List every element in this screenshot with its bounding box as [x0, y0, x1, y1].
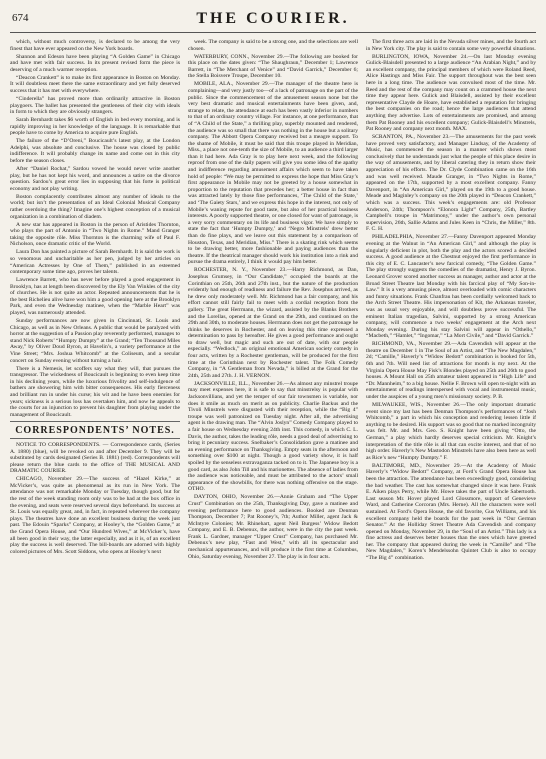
paragraph: Shannon and Edeson have been playing “A Golden Game” in Chicago and have met with fair success. In its present revised form the piece is deserving of a much warmer reception.	[10, 53, 180, 73]
columns	[10, 39, 536, 563]
paragraph: MILWAUKEE, WIS., November 26.—The only important dramatic event since my last has been Denman Thompson’s performances of “Josh Whitcomb,” a part in which his conception and rendering lessen little if anything to be desired. His support was so good that no marked incongruity was felt. Mr. and Mrs. Geo. S. Knight have been giving “Otto, the German,” a play which hardly deserves special criticism. Mr. Knight’s interpretation of the title rôle is all that can excite interest, and that of no high order. Haverly’s New Mastodon Minstrels have also been here as well as Rice’s new “Humpty Dumpty.” F.	[366, 402, 536, 461]
paragraph: The first three acts are laid in the Nevada silver mines, and the fourth act in New York city. The play is said to contain some very powerful situations.	[366, 39, 536, 52]
section-title: CORRESPONDENTS’ NOTES.	[15, 425, 175, 437]
paragraph: CHICAGO, November 29.—The success of “Hazel Kirke,” at McVicker’s, was quite as phenomenal as its run in New York. The attendance was not remarkable Monday or Tuesday, though good, but for the rest of the week standing room only was to be had at the box office in the evening, and seats were reserved several days beforehand. Its success at St. Louis was equally great, and, in fact, in repeated wherever the company plays. The theatres have done an excellent business during the week just past. The Edouin “Sparks” Company, at Hooley’s, the “Golden Game,” at the Grand Opera House, and “Our Hundred Wives,” at McVicker’s, have all been good in their way, the latter especially, and as it is, of an excellent play the success is well deserved. The bill-boards are adorned with highly colored pictures of Mrs. Scott Siddons, who opens at Hooley’s next	[10, 476, 180, 555]
paragraph: Sarah Bernhardt takes $6 worth of English in bed every morning, and is rapidly improving in her knowledge of the language. It is remarkable that people have to come by America to acquire pure English.	[10, 117, 180, 137]
paragraph: PHILADELPHIA, November 27.—Fanny Davenport appeared Monday evening at the Walnut in “An American Girl,” and although the play is singularly deficient in plot, both the play and the actors scored a decided success. A good audience at the Chestnut enjoyed the first performance in this city of E. C. Lancaster’s new farcical comedy, “The Golden Game.” The play strongly suggests the comedies of the dramatist, Henry J. Byron. Leonard Grover scored another success as manager, author and actor at the Broad Street Theatre last Monday with his farcical play of “My Son-in-Law.” It is a very amusing piece, almost overloaded with comic characters and funny situations. Frank Chanfrau has been cordially welcomed back to the Arch Street Theatre. His impersonation of Kit, the Arkansas traveler, was as usual very enjoyable, and will doubtless prove successful. The eminent Italian tragedian, Salvini, supported by a strong American company, will commence a two weeks’ engagement at the Arch next Monday evening. During his stay Salvini will appear in “Othello,” “Macbeth,” “Hamlet,” “Ingomar,” “La Mort Civile,” and “David Garrick.”	[366, 234, 536, 340]
paragraph: Boston complacently contributes almost any number of ideals to the world; but isn’t the presentation of an Ideal Colonial Musical Company rather overdoing the thing? Imagine one’s highest conception of a musical organization in a combination of diadem.	[10, 193, 180, 220]
paragraph: “Cinderella” has proved more than ordinarily attractive in Boston playgoers. The ballet has presented the gentleness of their city with ideals in form to which they are obviously strangers.	[10, 95, 180, 116]
paragraph: A new star has appeared in Boston in the person of Aristides Thornton, who plays the part of Antonio in “Two Nights in Rome.” Mand Granger taking the opposite rôle. Miss Thornton is the charming wife of Paul F. Nicholson, once dramatic critic of the World.	[10, 221, 180, 248]
paragraph: DAYTON, OHIO, November 26.—Annie Graham and “The Upper Crust” Combination on the 25th, Thanksgiving Day, gave a matinee and evening performance here to good audiences. Booked are Denman Thompson, December 7; Pat Rooney’s, 7th; Author Miller, agent Jack & McIntyre Colonies; Mr. Rhinehart, agent Neil Burgess’ Widow Bedott Company, and E. B. Debenux, the author, were in the city the past week. Frank L. Gardner, manager “Upper Crust” Company, has purchased Mr. Debenux’s new play, “Fast and West,” with all its spectacular and mechanical appurtenances, and will produce it the first time at Columbus, Ohio, Saturday evening, November 27. The play is in four acts.	[188, 494, 358, 560]
paragraph: There is a Nemesis, let scoffers say what they will, that pursues the transgressor. The wickedness of Boucicault is beginning to even keep time in his declining years, while the luxurious frivolity and self-indulgence of bathers are showering him with bitter consequences. His early fierceness and brilliant run in under his curse; his wit and he have been enemies for years; sickness is a serious loss has overtaken him, and now he appeals to the courts for an injunction to prevent his daughter from playing under the management of Boucicault.	[10, 365, 180, 418]
paragraph: ROCHESTER, N. Y., November 23.—Harry Richmond, as Dan, Josephus Grumsey, in “Our Candidate,” occupied the boards at the Corinthian on 25th, 26th and 27th inst., but the nature of the production evidently had enough of readiness and failure the Rev. Josephus arrived, as he drew only moderately well. Mr. Richmond has a fair company, and his effort cannot still fairly fail to meet with a cordial reception from the gallery. The great Herrmann, the wizard, assisted by the Blanks Brothers and the Lorellas, opened at the Grand on the 29th, and continued on the 29th and 30th, to moderate houses. Herrmann does not get the patronage he thinks he deserves in Rochester, and on leaving this time expressed a determination to pass by hereafter. He gives a good performance and ought to draw well, but magic and such are out of date, with our people especially. “Wedlock,” an original emotional American society comedy in four acts, written by a Rochester gentleman, will be produced for the first time at the Corinthian next by Rochester talent. The Folk Comedy Company, in “A Gentleman from Nevada,” is billed at the Grand for the 24th, 25th and 27th. J. H. VERNON.	[188, 267, 358, 379]
paragraph: The failure of the “D’Oreni,” Boucicault’s latest play, at the London Adelphi, was absolute and conclusive. The house was closed by public indifference. It will probably change its name and come out in this city before the season closes.	[10, 138, 180, 165]
paragraph: which, without much controversy, is declared to be among the very finest that have ever appeared on the New York boards.	[10, 39, 180, 52]
divider	[10, 438, 180, 439]
paragraph: JACKSONVILLE, ILL., November 26.—As almost any minstrel troupe may meet expenses here, it is safe to say that minstrelsy is popular with Jacksonvillians, and yet the temper of our fair townsmen is variable, nor does it smile as much on merit as on publicity. Charlie Backus and the Tivoli Minstrels were disgusted with their reception, while the “Big 4” troupe was well patronized on Tuesday night. After all, the advertising agent is the drawing man. The “Alvin Joslyn” Comedy Company played to a fair house on Wednesday evening 24th inst. This comedy, in which C. L. Davis, the author, takes the leading rôle, needs a good deal of advertising to bring it pecuniary success. Snelbaker’s Consolidation gave a matinee and an evening performance on Thanksgiving. Empty seats in the afternoon and something over $100 at night. Though a good variety show, it is half spoiled by the senseless extravaganza tacked on to it. The Japanese boy is a good card, as also John Till and his marionettes. The absence of ladies from the audience was noticeable, and must be attributed to the actors’ small appearance of the showbills, for there was nothing offensive on the stage. OTHO.	[188, 380, 358, 493]
column-2	[188, 39, 358, 563]
paragraph: Laura Don has painted a picture of Sarah Bernhardt. It is said the work is so venomous and uncharitable as her pen, judged by her articles on “American Actresses by One of Them,” published in an esteemed contemporary some time ago, proves her talents.	[10, 249, 180, 276]
paragraph: After “Daniel Rochat,” Sardou vowed he would never write another play, but he has not kept his word, and announces a satire on the divorce question. Sardou’s great error lies in supposing that his forte is political economy and not play writing.	[10, 166, 180, 192]
masthead: THE COURIER.	[196, 10, 350, 27]
paragraph: MOBILE, ALA., November 29.—The manager of the theatre here is complaining—and very justly too—of a lack of patronage on the part of the public. Since the commencement of the amusement season none but the very best dramatic and musical entertainments have been given, and, strange to relate, the attendance at each has been vastly inferior in numbers to that of an ordinary country village. For instance, at one performance, that of “A Child of the State,” a thrilling play, superbly mounted and rendered, the audience was so small that there was nothing in the house but a solitary company. The Abbott Opera Company received but a meagre support. To the shame of Mobile, it must be said that this troupe played in Meridian, Miss., a place not one-tenth the size of Mobile, to an audience a third larger than it had here. Ada Gray is to play here next week, and the following reproof from one of the daily papers will give you some idea of the apathy and indifference regarding amusement affairs which seem to have taken hold of people: “We may be permitted to express the hope that Miss Gray’s first appearance in Mobile may not be greeted by a house somewhat in proportion to the reputation that precedes her; a better house in fact than was attracted lately by those fine performances, ‘The Child of the State,’ and ‘The Gaiety Stars,’ and we express this hope in the interest, not only of Mobile’s waning repute for good taste, but also of her practical business interests. A poorly supported theatre, or one closed for want of patronage, is a very sorry commentary on its life and business vigor. We have simply to state the fact that ‘Humpty Dumpty,’ and ‘Negro Minstrels’ drew better than do fine plays, and we leave out this statement by a comparison of Houston, Texas, and Meridian, Miss.” There is a skating rink which seems to be drawing better, more fashionable and paying audiences than the theatre. If the theatrical manager should work his institution into a rink and pursue the drama entirely, I think it would pay him better.	[188, 81, 358, 266]
paragraph: BURLINGTON, IOWA, November 24.—On last Monday evening Gulick-Blaisdell presented to a large audience “An Arabian Night,” and by an excellent company, the principal members of which were Roland Reed, Alice Hastings and Miss Fair. The support throughout was the best seen here in a long time. The audience was convulsed most of the time. Mr. Reed and the rest of the company may count on a crammed house the next time they appear here. Gulick and Blaisdell, assisted by their excellent representative Clayde de Hoare, have established a reputation for bringing the best companies on the road; hence the large audiences that attend anything they advertise. Lots of entertainments are promised, and among them Pat Rooney and his excellent company; Gulick-Blaisdell’s Minstrels, Pat Rooney and company next month. MAX.	[366, 53, 536, 133]
paragraph: RICHMOND, VA., November 29.—Ada Cavendish will appear at the theatre on December 1 in The Soul of an Artist, and “The New Magdalen,” 2d; “Camille,” Haverly’s “Widow Bedott” combination is booked for 5th, 6th and 7th. Will need list of attractions for month is my next. At the Virginia Opera House May Fisk’s Blondes played on 25th and 26th to good houses. A Mount Hall on 25th amateur talent appeared in “High Life” and “Dr. Mannheim,” to a big house. Nellie F. Brown will open to-night with an entertainment of readings interspersed with vocal and instrumental music, under the auspices of a young men’s missionary society. P. B.	[366, 341, 536, 401]
page-header	[10, 8, 536, 33]
paragraph: NOTICE TO CORRESPONDENTS. — Correspondence cards, (Series A. 1880) (blue), will be revoked on and after December 9. They will be substituted by cards designated (Series B. 1881) (red). Correspondents will please return the blue cards to the office of THE MUSICAL AND DRAMATIC COURIER.	[10, 441, 180, 475]
column-1	[10, 39, 180, 563]
divider	[10, 421, 180, 422]
paragraph: “Deacon Crankett” is to make its first appearance in Boston on Monday. It will doubtless meet there the same extraordinary and yet fully deserved success that it has met with everywhere.	[10, 74, 180, 94]
paragraph: BALTIMORE, MD., November 29.—At the Academy of Music Haverly’s “Widow Bedott” Company, at Ford’s Grand Opera House has been the attraction. The attendance has been exceedingly good, considering the bad weather. The cast has somewhat changed since it was here. Frank E. Aiken plays Perry, while Mr. Howe takes the part of Uncle Sabertooth. Last season Mr. Hover played Lord Glossmore, support of Genevieve Ward, and Catherine Corcoran (Mrs. Herne). All the characters were well sustained. At Ford’s Opera House, the old favorite, Gus Williams, and his excellent company held the boards for the past week in “Our German Senator.” At the Holliday Street Theatre Ada Cavendish and company opened on Monday, November 29, in the “Soul of an Artist.” This lady is a fine actress and deserves better houses than the ones which have greeted her. The company that appeared during the week in “Camille” and “The New Magdalen,” Koren’s Mendelssohn Quintet Club is also to occupy “The Big 4” combination.	[366, 462, 536, 562]
paragraph: WATERBURY, CONN., November 29.—The following are booked for this place on the dates given: “The Shaughraun,” December 1; Lawrence Barrett, in “The Merchant of Venice” and “David Garrick,” December 6; the Stella Boisvere Troupe, December 10.	[188, 53, 358, 80]
paragraph: Sunday performances are now given in Cincinnati, St. Louis and Chicago, as well as in New Orleans. A public that would be paralyzed with horror at the suggestion of a Passion play reverently performed, manages to stand Nick Roberts’ “Humpty Dumpty” at the Grand; “Ten Thousand Miles Away,” by Oliver Doud Byron, at Havelin’s, a variety performance at the Vine Street; “Mrs. Joshua Whitcomb” at the Coliseum, and a secular concert on Sunday evening without turning a hair.	[10, 318, 180, 364]
page-number: 674	[12, 12, 29, 24]
paragraph: SCRANTON, PA., November 23.—The amusements for the past week have proved very satisfactory, and Manager Lindsay, of the Academy of Music, has commenced the season in a manner which shows most conclusively that he understands just what the people of this place desire in the way of amusements, and by liberal catering they in return show their appreciation of his efforts. The Dr. Clyde Combination came on the 16th and was well received. Maude Granger, in “Two Nights in Rome,” appeared on the 17th, supported by a most excellent company. Fanny Davenport, in “An American Girl,” played on the 19th to a good house. Meade and Maginley’s company on the 20th played in “Deacon Crankett,” which was a success. This week’s engagements are: old Professor Anderson, 24th; Thompson’s “Elonora Light” Company, 25th, Bartley Campbell’s troupe in “Matrimony,” under the author’s own personal supervision, 26th, Sallie Adams and Jules Keen in “Chris, the Miller,” 8th. F. C. H.	[366, 134, 536, 233]
column-3	[366, 39, 536, 563]
paragraph: week. The company is said to be a strong one, and the selections are well chosen.	[188, 39, 358, 52]
paragraph: Lawrence Barrett, who has never before played a good engagement in Brooklyn, has at length been discovered by the Ely Van Winkles of the city of churches. He is not quite an actor. Repeated announcements that he is the best Richelieu alive have won him a good opening here at the Brooklyn Park, and even the Wednesday matinee, when the “Marble Heart” was played, was numerously attended.	[10, 277, 180, 317]
